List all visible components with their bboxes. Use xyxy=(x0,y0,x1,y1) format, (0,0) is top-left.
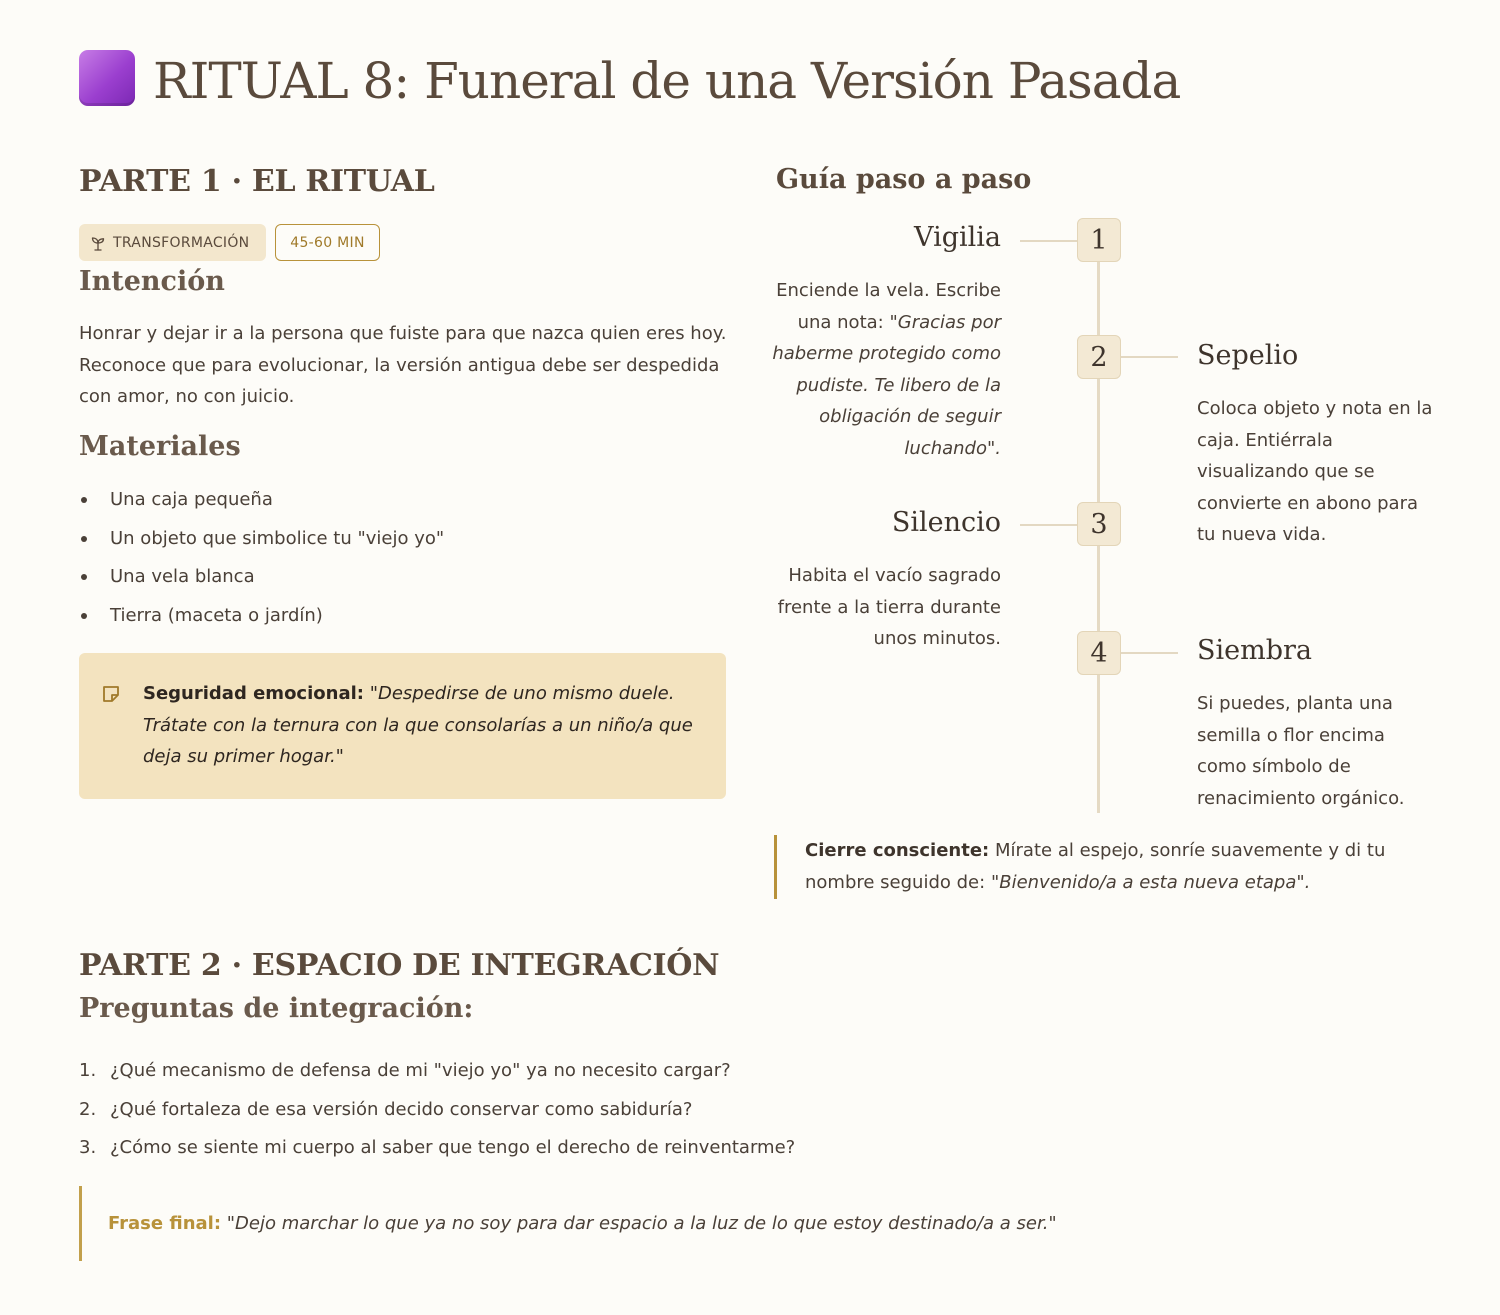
final-label: Frase final: xyxy=(108,1213,222,1234)
list-item: Una caja pequeña xyxy=(79,484,444,523)
closing-text: Mírate al espejo, sonríe suavemente y di tu nombre seguido de: xyxy=(805,840,1386,893)
step-3-title: Silencio xyxy=(891,507,1001,538)
intention-text: Honrar y dejar ir a la persona que fuiste para que nazca quien eres hoy. Reconoce que para evolucionar, la versión antigua debe ser despedida con amor, no con juicio. xyxy=(79,323,727,407)
step-2-number: 2 xyxy=(1077,335,1121,379)
category-tag-label: TRANSFORMACIÓN xyxy=(113,234,250,251)
questions-list xyxy=(79,1055,795,1171)
list-item xyxy=(79,1094,795,1133)
purple-square-icon xyxy=(79,50,135,106)
list-item xyxy=(79,1132,795,1171)
guide-heading: Guía paso a paso xyxy=(776,164,1032,195)
step-1-quote: "Gracias por haberme protegido como pudiste. Te libero de la obligación de seguir luchando". xyxy=(772,311,1001,459)
final-text: "Dejo marchar lo que ya no soy para dar espacio a la luz de lo que estoy destinado/a a ser." xyxy=(226,1213,1057,1234)
page-title xyxy=(79,50,1180,110)
step-4-number: 4 xyxy=(1077,631,1121,675)
part2-heading: PARTE 2 · ESPACIO DE INTEGRACIÓN xyxy=(79,948,720,983)
step-1-text-intro: Enciende la vela. Escribe una nota: xyxy=(776,280,1001,333)
list-item: Tierra (maceta o jardín) xyxy=(79,600,444,639)
question-text: ¿Qué fortaleza de esa versión decido conservar como sabiduría? xyxy=(110,1098,693,1120)
materials-heading: Materiales xyxy=(79,431,241,462)
step-1-number: 1 xyxy=(1077,218,1121,262)
step-1-connector xyxy=(1020,240,1077,242)
final-quote xyxy=(79,1186,1079,1261)
list-number: 2. xyxy=(79,1098,97,1120)
step-4-text: Si puedes, planta una semilla o flor encima como símbolo de renacimiento orgánico. xyxy=(1197,693,1405,809)
page-title-text: RITUAL 8: Funeral de una Versión Pasada xyxy=(153,52,1181,110)
list-item: Un objeto que simbolice tu "viejo yo" xyxy=(79,523,444,562)
part1-heading: PARTE 1 · EL RITUAL xyxy=(79,164,435,199)
callout-text: "Despedirse de uno mismo duele. Trátate con la ternura con la que consolarías a un niño/a que deja su primer hogar." xyxy=(143,683,693,767)
safety-callout xyxy=(79,653,726,799)
step-3-connector xyxy=(1020,524,1077,526)
step-3-text: Habita el vacío sagrado frente a la tierra durante unos minutos. xyxy=(777,565,1001,649)
list-number: 1. xyxy=(79,1060,97,1081)
list-number: 3. xyxy=(79,1137,97,1158)
question-text: ¿Cómo se siente mi cuerpo al saber que tengo el derecho de reinventarme? xyxy=(110,1137,796,1158)
closing-label: Cierre consciente: xyxy=(805,840,990,861)
list-item: Una vela blanca xyxy=(79,561,444,600)
step-2-title: Sepelio xyxy=(1197,340,1299,371)
step-3-number: 3 xyxy=(1077,502,1121,546)
step-4-connector xyxy=(1121,652,1178,654)
part2-subheading: Preguntas de integración: xyxy=(79,993,474,1024)
list-item xyxy=(79,1055,795,1094)
step-1-title: Vigilia xyxy=(914,222,1001,253)
step-2-connector xyxy=(1121,356,1178,358)
callout-label: Seguridad emocional: xyxy=(143,683,364,704)
closing-quote-text: "Bienvenido/a a esta nueva etapa". xyxy=(990,872,1311,893)
step-2-text: Coloca objeto y nota en la caja. Entiérrala visualizando que se convierte en abono para tu nueva vida. xyxy=(1197,398,1433,545)
note-icon xyxy=(101,684,121,704)
materials-list xyxy=(79,484,444,638)
intention-heading: Intención xyxy=(79,266,225,297)
sprout-icon xyxy=(90,235,106,251)
duration-tag: 45-60 MIN xyxy=(275,224,380,261)
closing-quote xyxy=(774,835,1434,899)
category-tag xyxy=(79,224,266,261)
step-4-title: Siembra xyxy=(1197,635,1313,666)
step-1-text xyxy=(770,275,1001,464)
question-text: ¿Qué mecanismo de defensa de mi "viejo yo" ya no necesito cargar? xyxy=(110,1060,731,1081)
